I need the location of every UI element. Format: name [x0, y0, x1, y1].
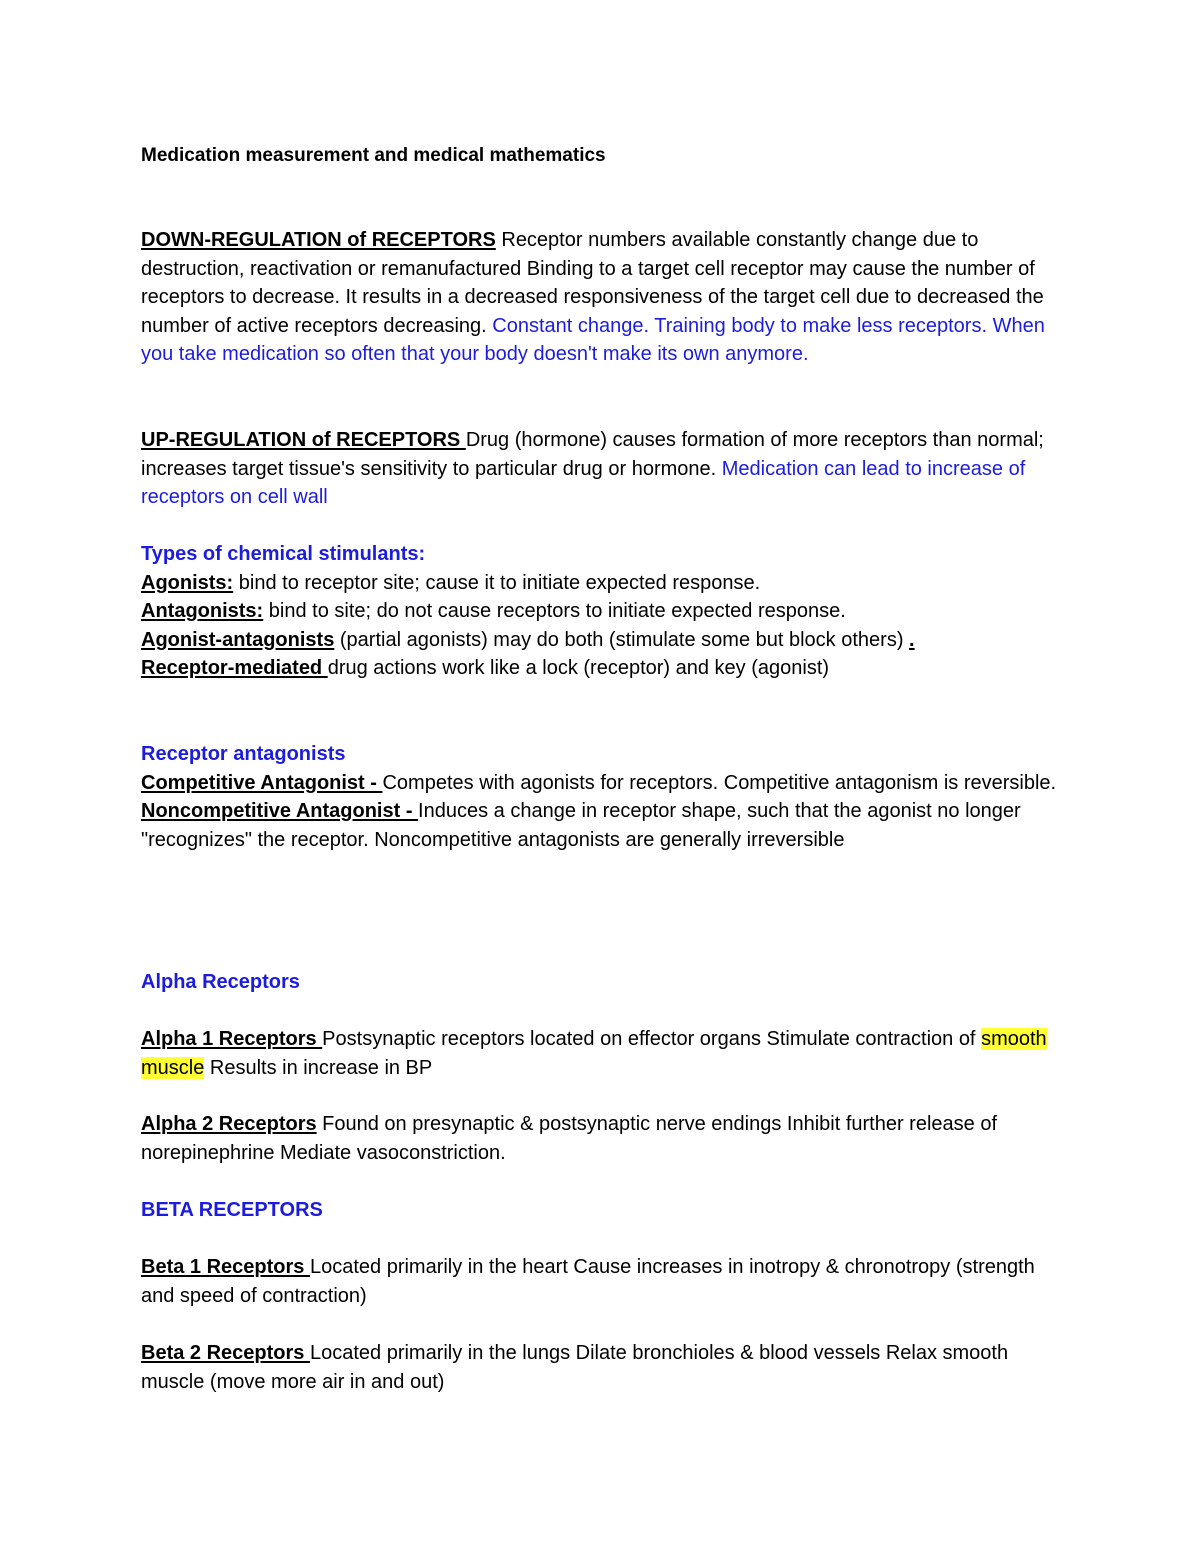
up-regulation-text: Drug (hormone) causes formation of more receptors than normal; increases target tissue's sensitivity to particular drug or hormone.	[141, 429, 1044, 480]
competitive-antagonist-term: Competitive Antagonist -	[141, 771, 383, 794]
stimulant-term: Agonist-antagonists	[141, 628, 335, 651]
stimulant-text: bind to receptor site; cause it to initiate expected response.	[233, 571, 761, 594]
down-regulation-paragraph	[141, 226, 1061, 369]
stimulants-heading: Types of chemical stimulants:	[141, 543, 426, 565]
noncompetitive-antagonist-term: Noncompetitive Antagonist -	[141, 800, 419, 822]
stimulant-term: Receptor-mediated	[141, 657, 328, 679]
alpha1-term: Alpha 1 Receptors	[141, 1028, 323, 1050]
stimulant-trailing-period: .	[909, 628, 915, 651]
smooth-muscle-highlight: smooth muscle	[141, 1028, 1047, 1079]
stimulant-text: bind to site; do not cause receptors to initiate expected response.	[263, 600, 846, 622]
down-regulation-text: Receptor numbers available constantly change due to destruction, reactivation or remanufactured Binding to a target cell receptor may cause the number of receptors to decrease. It results in a decreased responsiveness of the target cell due to decreased the number of active receptors decreasing.	[141, 229, 1044, 337]
noncompetitive-antagonist-text: Induces a change in receptor shape, such that the agonist no longer "recognizes" the receptor. Noncompetitive antagonists are generally irreversible	[141, 800, 1021, 851]
alpha2-paragraph	[141, 1110, 1061, 1167]
alpha2-term: Alpha 2 Receptors	[141, 1113, 317, 1135]
beta1-text: Located primarily in the heart Cause increases in inotropy & chronotropy (strength and speed of contraction)	[141, 1256, 1035, 1307]
up-regulation-paragraph	[141, 426, 1061, 512]
beta-heading: BETA RECEPTORS	[141, 1199, 323, 1221]
stimulants-section	[141, 540, 1061, 683]
beta2-term: Beta 2 Receptors	[141, 1342, 310, 1364]
beta1-term: Beta 1 Receptors	[141, 1256, 310, 1278]
alpha2-text: Found on presynaptic & postsynaptic nerve endings Inhibit further release of norepinephrine Mediate vasoconstriction.	[141, 1113, 998, 1164]
up-regulation-note: Medication can lead to increase of receptors on cell wall	[141, 457, 1026, 508]
receptor-antagonists-heading: Receptor antagonists	[141, 743, 346, 765]
stimulant-text: (partial agonists) may do both (stimulate some but block others)	[334, 628, 910, 651]
stimulant-item	[141, 597, 1061, 626]
stimulant-term: Antagonists:	[141, 600, 264, 622]
beta2-text: Located primarily in the lungs Dilate bronchioles & blood vessels Relax smooth muscle (move more air in and out)	[141, 1342, 1009, 1393]
stimulant-item	[141, 654, 1061, 683]
alpha-heading: Alpha Receptors	[141, 971, 300, 993]
alpha1-paragraph	[141, 1025, 1061, 1082]
alpha1-text: Postsynaptic receptors located on effector organs Stimulate contraction of	[322, 1028, 982, 1050]
down-regulation-note: Constant change. Training body to make less receptors. When you take medication so often that your body doesn't make its own anymore.	[141, 314, 1045, 365]
document-title: Medication measurement and medical mathematics	[141, 145, 606, 166]
competitive-antagonist-text: Competes with agonists for receptors. Competitive antagonism is reversible.	[382, 771, 1057, 794]
beta1-paragraph	[141, 1253, 1061, 1310]
noncompetitive-antagonist-paragraph	[141, 797, 1061, 854]
competitive-antagonist-paragraph	[141, 769, 1061, 798]
beta2-paragraph	[141, 1339, 1061, 1396]
alpha1-text-2: Results in increase in BP	[204, 1056, 433, 1079]
stimulant-item	[141, 569, 1061, 598]
up-regulation-term: UP-REGULATION of RECEPTORS	[141, 429, 466, 451]
stimulant-term: Agonists:	[141, 571, 234, 594]
down-regulation-term: DOWN-REGULATION of RECEPTORS	[141, 229, 496, 251]
stimulant-text: drug actions work like a lock (receptor) and key (agonist)	[327, 657, 830, 679]
stimulant-item	[141, 626, 1061, 655]
receptor-antagonists-section	[141, 740, 1061, 854]
